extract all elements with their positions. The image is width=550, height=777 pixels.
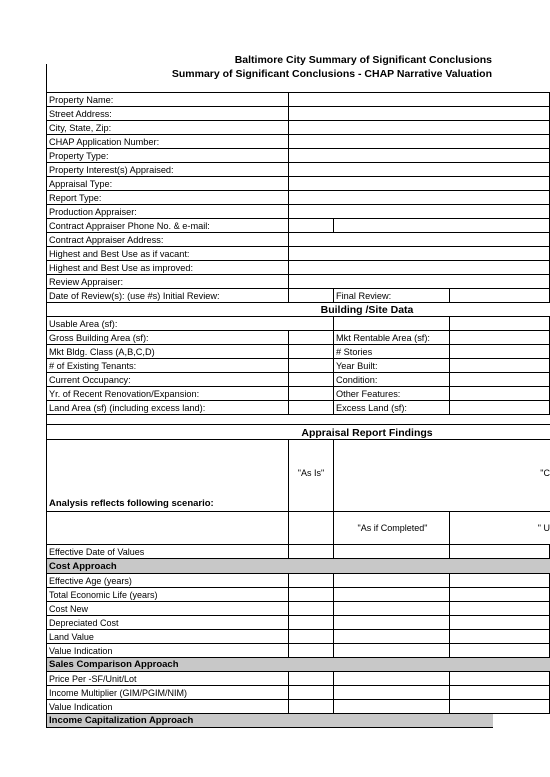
field-row-building[interactable]	[47, 373, 550, 387]
field-value[interactable]	[289, 93, 550, 106]
field-value[interactable]	[289, 107, 550, 120]
field-value-stabilized[interactable]	[450, 672, 550, 685]
cost-row[interactable]	[47, 616, 550, 630]
initial-review-value[interactable]	[289, 289, 334, 302]
final-review-value[interactable]	[450, 289, 550, 302]
field-label: Production Appraiser:	[47, 205, 289, 218]
field-label-right: Other Features:	[334, 387, 450, 400]
field-value-as-is[interactable]	[289, 644, 334, 657]
findings-heading-row	[47, 425, 550, 440]
field-value-stabilized[interactable]	[450, 630, 550, 643]
field-value-left[interactable]	[289, 401, 334, 414]
field-label: Value Indication	[47, 700, 289, 713]
field-value-2[interactable]	[450, 317, 550, 330]
field-value-completed[interactable]	[334, 700, 450, 713]
building-site-heading-row	[47, 303, 550, 317]
blank-label	[47, 512, 289, 544]
scenario-label	[47, 440, 289, 511]
field-label: Review Appraiser:	[47, 275, 289, 288]
field-value-right[interactable]	[450, 345, 550, 358]
field-label-left: Current Occupancy:	[47, 373, 289, 386]
field-row-property-type[interactable]	[47, 149, 550, 163]
field-label: Highest and Best Use as if vacant:	[47, 247, 289, 260]
field-row-city-state-zip[interactable]	[47, 121, 550, 135]
field-value-completed[interactable]	[334, 545, 450, 558]
sales-row[interactable]	[47, 686, 550, 700]
field-label: Appraisal Type:	[47, 177, 289, 190]
field-value-stabilized[interactable]	[450, 545, 550, 558]
field-label-left: Land Area (sf) (including excess land):	[47, 401, 289, 414]
form-subtitle: Summary of Significant Conclusions - CHAP Narrative Valuation	[171, 68, 492, 80]
cost-row[interactable]	[47, 630, 550, 644]
field-value[interactable]	[289, 191, 550, 204]
field-row-property-interest[interactable]	[47, 163, 550, 177]
field-row-street-address[interactable]	[47, 107, 550, 121]
field-label: CHAP Application Number:	[47, 135, 289, 148]
field-value-completed[interactable]	[334, 588, 450, 601]
field-label: Cost New	[47, 602, 289, 615]
cost-row[interactable]	[47, 644, 550, 658]
sales-comparison-heading: Sales Comparison Approach	[47, 658, 550, 672]
field-value-completed[interactable]	[334, 602, 450, 615]
field-label: Contract Appraiser Address:	[47, 233, 289, 246]
field-label: Report Type:	[47, 191, 289, 204]
field-label: Street Address:	[47, 107, 289, 120]
cost-approach-heading: Cost Approach	[47, 559, 550, 574]
field-label-left: Gross Building Area (sf):	[47, 331, 289, 344]
field-row-hbu-vacant[interactable]	[47, 247, 550, 261]
blank-value	[289, 512, 334, 544]
field-value-as-is[interactable]	[289, 672, 334, 685]
field-value-as-is[interactable]	[289, 616, 334, 629]
field-label-right: # Stories	[334, 345, 450, 358]
field-value-2[interactable]	[334, 219, 550, 232]
field-row-building[interactable]	[47, 359, 550, 373]
field-value[interactable]	[289, 177, 550, 190]
field-label-right: Condition:	[334, 373, 450, 386]
building-site-heading: Building /Site Data	[320, 304, 414, 316]
field-label: Income Multiplier (GIM/PGIM/NIM)	[47, 686, 289, 699]
field-label: Property Name:	[47, 93, 289, 106]
field-row-appraisal-type[interactable]	[47, 177, 550, 191]
as-is-column	[289, 440, 334, 511]
field-value-stabilized[interactable]	[450, 644, 550, 657]
field-value-completed[interactable]	[334, 630, 450, 643]
field-label: Land Value	[47, 630, 289, 643]
field-label: Usable Area (sf):	[47, 317, 334, 330]
field-label: Property Type:	[47, 149, 289, 162]
col-c-partial-label: "C	[540, 468, 550, 478]
field-value-as-is[interactable]	[289, 545, 334, 558]
sales-row[interactable]	[47, 672, 550, 686]
field-value-as-is[interactable]	[289, 588, 334, 601]
spacer-row	[47, 415, 550, 425]
field-value-right[interactable]	[450, 373, 550, 386]
field-value-as-is[interactable]	[289, 700, 334, 713]
scenario-row	[47, 440, 550, 512]
field-value[interactable]	[289, 233, 550, 246]
field-value-left[interactable]	[289, 345, 334, 358]
field-value-as-is[interactable]	[289, 686, 334, 699]
field-label-left: # of Existing Tenants:	[47, 359, 289, 372]
field-value-completed[interactable]	[334, 616, 450, 629]
cost-row[interactable]	[47, 574, 550, 588]
field-label: City, State, Zip:	[47, 121, 289, 134]
field-value-stabilized[interactable]	[450, 588, 550, 601]
field-row-chap-application[interactable]	[47, 135, 550, 149]
field-value-as-is[interactable]	[289, 574, 334, 587]
field-label: Total Economic Life (years)	[47, 588, 289, 601]
field-row-report-type[interactable]	[47, 191, 550, 205]
as-if-completed-row	[47, 512, 550, 545]
field-value-completed[interactable]	[334, 574, 450, 587]
field-value-right[interactable]	[450, 387, 550, 400]
form-title: Baltimore City Summary of Significant Conclusions	[234, 54, 492, 66]
field-value[interactable]	[289, 163, 550, 176]
field-label-right: Excess Land (sf):	[334, 401, 450, 414]
field-row-review-dates[interactable]	[47, 289, 550, 303]
field-value-as-is[interactable]	[289, 630, 334, 643]
field-row-contract-address[interactable]	[47, 233, 550, 247]
field-value[interactable]	[289, 121, 550, 134]
field-value-stabilized[interactable]	[450, 574, 550, 587]
field-value-stabilized[interactable]	[450, 602, 550, 615]
field-row-usable-area[interactable]	[47, 317, 550, 331]
field-value-completed[interactable]	[334, 686, 450, 699]
field-value-left[interactable]	[289, 373, 334, 386]
field-row-building[interactable]	[47, 387, 550, 401]
findings-heading: Appraisal Report Findings	[301, 427, 433, 439]
field-row-hbu-improved[interactable]	[47, 261, 550, 275]
field-value-completed[interactable]	[334, 672, 450, 685]
effective-date-row[interactable]	[47, 545, 550, 559]
field-value-stabilized[interactable]	[450, 616, 550, 629]
field-value-left[interactable]	[289, 331, 334, 344]
field-label-left: Mkt Bldg. Class (A,B,C,D)	[47, 345, 289, 358]
field-value-completed[interactable]	[334, 644, 450, 657]
cost-row[interactable]	[47, 588, 550, 602]
field-row-review-appraiser[interactable]	[47, 275, 550, 289]
field-value[interactable]	[289, 247, 550, 260]
field-label: Highest and Best Use as improved:	[47, 261, 289, 274]
field-row-building[interactable]	[47, 401, 550, 415]
field-row-building[interactable]	[47, 345, 550, 359]
cost-row[interactable]	[47, 602, 550, 616]
field-value-right[interactable]	[450, 359, 550, 372]
field-value-right[interactable]	[450, 401, 550, 414]
scenario-label-text: Analysis reflects following scenario:	[49, 498, 214, 509]
as-is-label: "As Is"	[297, 468, 325, 478]
final-review-label: Final Review:	[334, 289, 450, 302]
field-value-as-is[interactable]	[289, 602, 334, 615]
col-u-partial-label: " U	[537, 523, 550, 533]
field-label: Effective Age (years)	[47, 574, 289, 587]
field-value-stabilized[interactable]	[450, 700, 550, 713]
field-row-production-appraiser[interactable]	[47, 205, 550, 219]
initial-review-label: Date of Review(s): (use #s) Initial Review:	[47, 289, 289, 302]
field-label: Effective Date of Values	[47, 545, 289, 558]
field-value-right[interactable]	[450, 331, 550, 344]
field-label: Price Per -SF/Unit/Lot	[47, 672, 289, 685]
field-label: Property Interest(s) Appraised:	[47, 163, 289, 176]
field-label: Depreciated Cost	[47, 616, 289, 629]
field-value[interactable]	[334, 317, 450, 330]
field-value-stabilized[interactable]	[450, 686, 550, 699]
as-if-completed-label: "As if Completed"	[334, 512, 450, 544]
field-value[interactable]	[289, 135, 550, 148]
field-value[interactable]	[289, 261, 550, 274]
field-label: Value Indication	[47, 644, 289, 657]
field-label: Contract Appraiser Phone No. & e-mail:	[47, 219, 289, 232]
field-value[interactable]	[289, 205, 550, 218]
field-label-left: Yr. of Recent Renovation/Expansion:	[47, 387, 289, 400]
field-value-left[interactable]	[289, 359, 334, 372]
field-row-property-name[interactable]	[47, 93, 550, 107]
sales-row[interactable]	[47, 700, 550, 714]
field-value-left[interactable]	[289, 387, 334, 400]
field-value[interactable]	[289, 275, 550, 288]
field-label-right: Year Built:	[334, 359, 450, 372]
field-row-contract-phone[interactable]	[47, 219, 550, 233]
field-row-building[interactable]	[47, 331, 550, 345]
field-value[interactable]	[289, 149, 550, 162]
field-value[interactable]	[289, 219, 334, 232]
as-completed-column	[334, 440, 550, 511]
field-label-right: Mkt Rentable Area (sf):	[334, 331, 450, 344]
income-cap-heading: Income Capitalization Approach	[47, 714, 493, 728]
